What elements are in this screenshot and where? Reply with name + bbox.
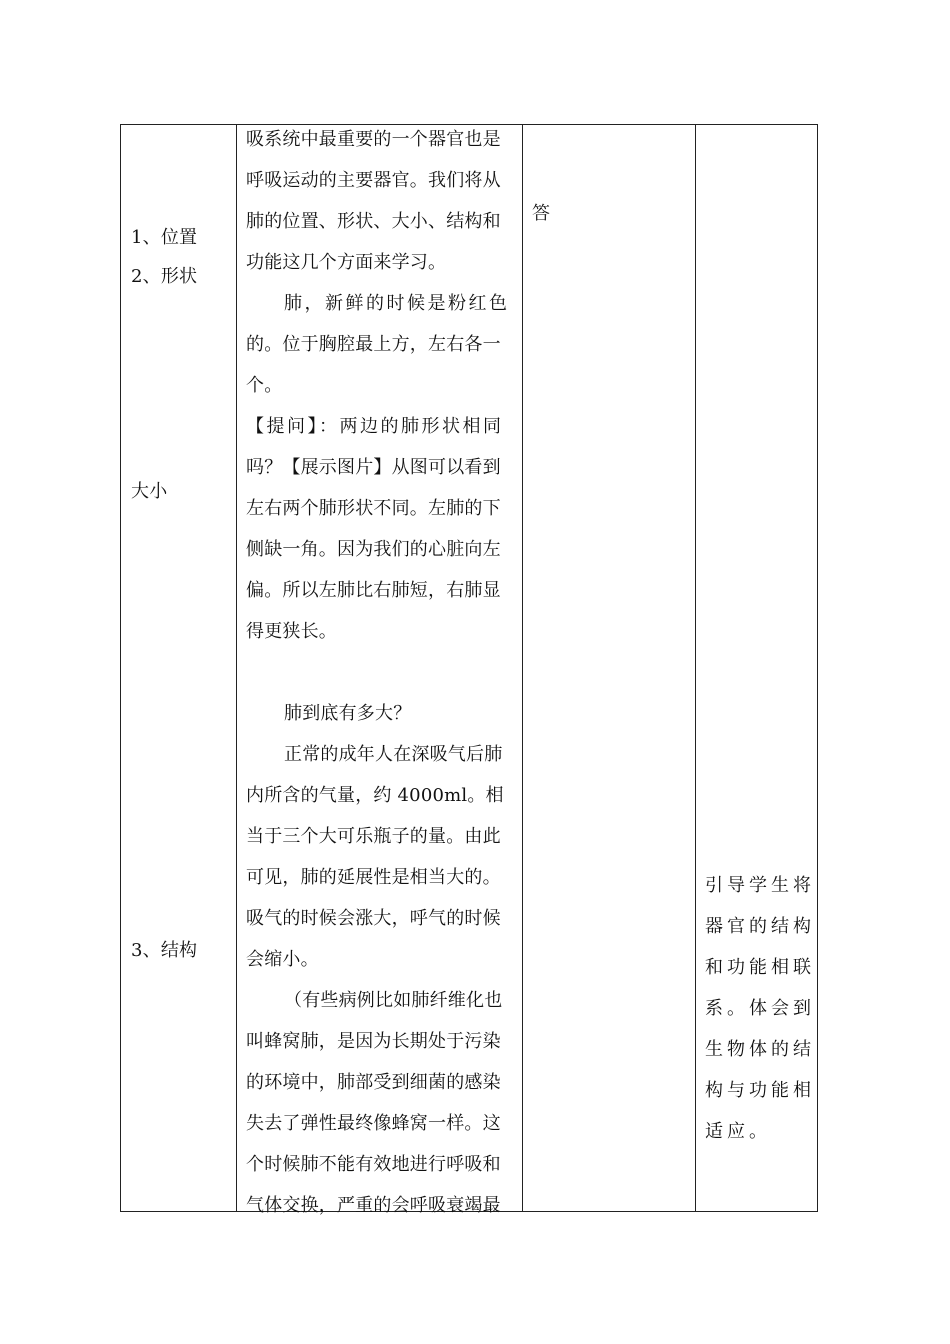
intent-line: 系。体会到 <box>705 998 815 1019</box>
content-line: 吸气的时候会涨大，呼气的时候 <box>246 908 501 929</box>
content-line: 可见，肺的延展性是相当大的。 <box>246 867 501 888</box>
intent-line: 和功能相联 <box>705 957 815 978</box>
content-line: 失去了弹性最终像蜂窝一样。这 <box>246 1113 501 1134</box>
outline-item-shape: 2、形状 <box>131 266 198 287</box>
outline-item-size: 大小 <box>131 481 168 502</box>
outline-item-position: 1、位置 <box>131 227 198 248</box>
column-divider <box>695 125 696 1211</box>
content-line: 个时候肺不能有效地进行呼吸和 <box>246 1154 501 1175</box>
student-activity: 答 <box>532 203 551 224</box>
content-line: 肺的位置、形状、大小、结构和 <box>246 211 501 232</box>
content-line: 当于三个大可乐瓶子的量。由此 <box>246 826 501 847</box>
content-line: 正常的成年人在深吸气后肺 <box>284 744 503 765</box>
content-line: 内所含的气量，约 4000ml。相 <box>246 785 504 806</box>
intent-line: 适应。 <box>705 1121 771 1142</box>
content-line: 功能这几个方面来学习。 <box>246 252 447 273</box>
content-line: 左右两个肺形状不同。左肺的下 <box>246 498 501 519</box>
column-divider <box>522 125 523 1211</box>
blank-line <box>246 652 516 693</box>
content-line: 肺到底有多大？ <box>284 703 412 724</box>
content-line: 会缩小。 <box>246 949 319 970</box>
column-divider <box>236 125 237 1211</box>
intent-line: 引导学生将 <box>705 875 815 896</box>
content-line: （有些病例比如肺纤维化也 <box>284 990 503 1011</box>
content-line: 侧缺一角。因为我们的心脏向左 <box>246 539 501 560</box>
content-line: 吸系统中最重要的一个器官也是 <box>246 129 501 150</box>
content-line: 气体交换，严重的会呼吸衰竭最 <box>246 1195 501 1216</box>
content-line: 的环境中，肺部受到细菌的感染 <box>246 1072 501 1093</box>
content-line: 的。位于胸腔最上方，左右各一 <box>246 334 501 355</box>
design-intent <box>705 865 815 1152</box>
intent-line: 生物体的结 <box>705 1039 815 1060</box>
content-line: 吗？【展示图片】从图可以看到 <box>246 457 501 478</box>
content-line: 偏。所以左肺比右肺短，右肺显 <box>246 580 501 601</box>
content-line: 【提问】：两边的肺形状相同 <box>246 416 504 437</box>
intent-line: 构与功能相 <box>705 1080 815 1101</box>
teaching-content <box>246 119 516 1226</box>
content-line: 肺，新鲜的时候是粉红色 <box>284 293 510 314</box>
content-line: 呼吸运动的主要器官。我们将从 <box>246 170 501 191</box>
content-line: 个。 <box>246 375 283 396</box>
content-line: 得更狭长。 <box>246 621 337 642</box>
intent-line: 器官的结构 <box>705 916 815 937</box>
outline-item-structure: 3、结构 <box>131 940 198 961</box>
content-line: 叫蜂窝肺，是因为长期处于污染 <box>246 1031 501 1052</box>
lesson-table <box>120 124 818 1216</box>
